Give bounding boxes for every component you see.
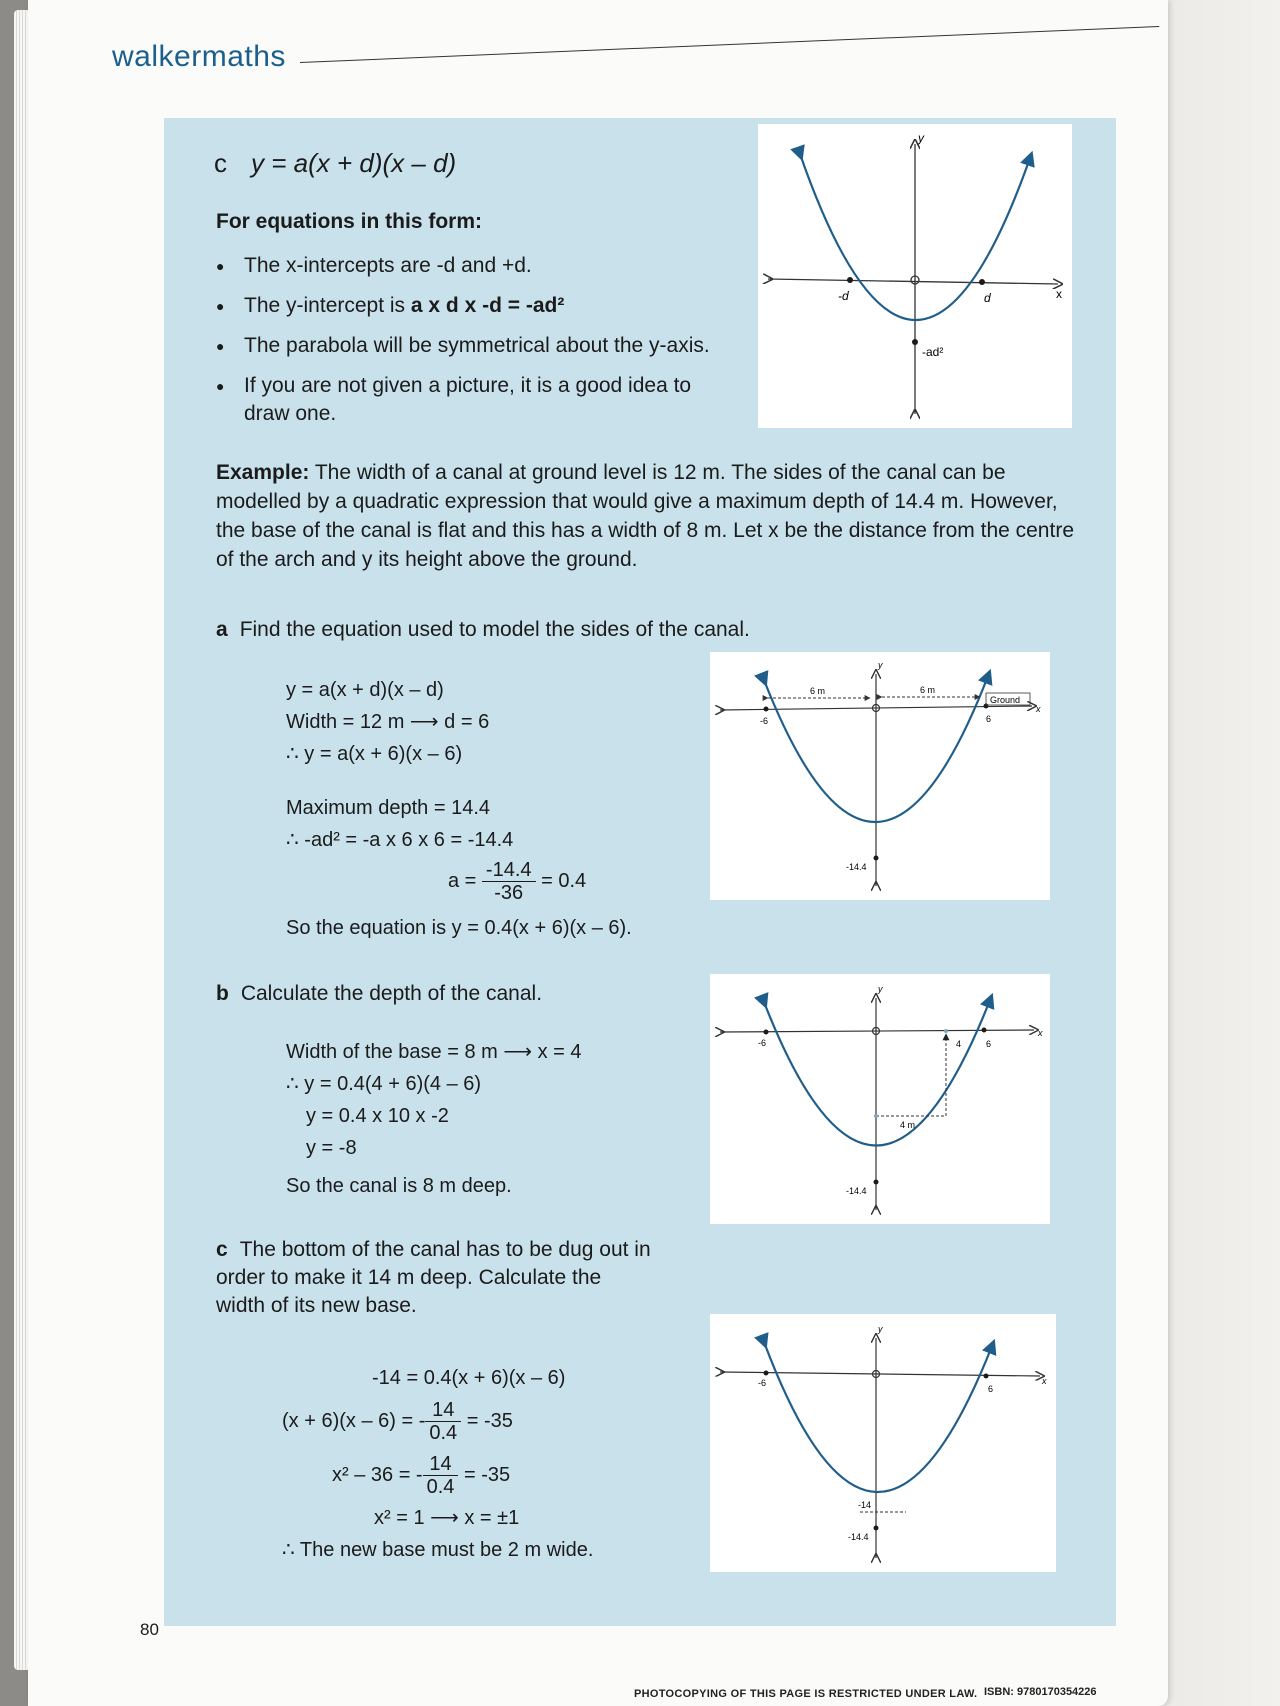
fraction-line xyxy=(282,1394,593,1448)
example-text: The width of a canal at ground level is 12 m. The sides of the canal can be modelled by a quadratic expression that would give a maximum depth of 14.4 m. However, the base of the canal is flat and this has a width of 8 m. Let x be the distance from the centre of the arch and y its height above the ground. xyxy=(216,461,1074,571)
bullet-item xyxy=(216,292,736,320)
width-left-label: 6 m xyxy=(810,686,826,696)
question-a-letter: a xyxy=(216,618,228,641)
graph-a xyxy=(710,652,1050,900)
working-line: ∴ -ad² = -a x 6 x 6 = -14.4 xyxy=(286,829,514,851)
neg-d-point xyxy=(847,277,853,283)
x-label: x xyxy=(1042,1376,1047,1386)
conclusion-a: So the equation is y = 0.4(x + 6)(x – 6). xyxy=(286,917,632,939)
depth-label: -14.4 xyxy=(846,1186,867,1196)
width-right-label: 6 m xyxy=(920,685,936,695)
question-c-text: The bottom of the canal has to be dug out in order to make it 14 m deep. Calculate the width of its new base. xyxy=(216,1238,651,1317)
vertex-point xyxy=(874,1526,879,1531)
bullet-list xyxy=(216,252,736,440)
frac-den: 0.4 xyxy=(426,1476,455,1499)
working-line: Maximum depth = 14.4 xyxy=(286,797,490,819)
example-paragraph xyxy=(216,458,1076,574)
bullet-bold-formula: a x d x -d = -ad² xyxy=(410,294,565,317)
left-point xyxy=(764,1371,769,1376)
frac-num: -14.4 xyxy=(482,859,536,882)
question-c xyxy=(216,1236,656,1320)
new-depth-label: -14 xyxy=(858,1500,872,1510)
working-line: x² = 1 ⟶ x = ±1 xyxy=(374,1507,520,1529)
fraction-line xyxy=(286,856,632,906)
page-number: 80 xyxy=(140,1620,159,1639)
question-b-text: Calculate the depth of the canal. xyxy=(240,982,543,1005)
ground-label: Ground xyxy=(990,695,1021,705)
depth-label: -14.4 xyxy=(846,862,867,872)
frac-lhs: a = xyxy=(448,870,477,892)
fraction xyxy=(482,859,536,904)
right-label: 6 xyxy=(986,714,992,724)
working-a xyxy=(286,674,632,944)
working-line: -14 = 0.4(x + 6)(x – 6) xyxy=(372,1367,566,1389)
pos-d-point xyxy=(979,279,985,285)
depth-label: -14.4 xyxy=(848,1532,869,1542)
graph-b xyxy=(710,974,1050,1224)
parabola-curve xyxy=(764,1342,992,1492)
question-a-text: Find the equation used to model the sides of the canal. xyxy=(239,618,750,641)
brand-walker: walker xyxy=(112,40,202,73)
bullet-item: ● If you are not given a picture, it is a good idea to draw one. xyxy=(216,372,736,428)
section-subhead: For equations in this form: xyxy=(216,210,482,233)
pos-d-label: d xyxy=(984,291,991,305)
working-line: y = -8 xyxy=(306,1137,357,1159)
working-line: Width of the base = 8 m ⟶ x = 4 xyxy=(286,1041,582,1063)
copyright-notice: PHOTOCOPYING OF THIS PAGE IS RESTRICTED UNDER LAW. xyxy=(634,1688,978,1700)
section-equation: y = a(x + d)(x – d) xyxy=(251,148,457,178)
bullet-item: ● The x-intercepts are -d and +d. xyxy=(216,252,736,280)
section-heading xyxy=(214,148,456,179)
question-b-letter: b xyxy=(216,982,229,1005)
fraction xyxy=(425,1399,461,1444)
left-label: -6 xyxy=(760,716,769,726)
bullet-text: The y-intercept is xyxy=(244,294,406,317)
left-point xyxy=(764,1030,769,1035)
graph-main xyxy=(758,124,1072,428)
working-c xyxy=(282,1362,593,1566)
right-label: 6 xyxy=(988,1384,994,1394)
frac-num: 14 xyxy=(423,1453,459,1476)
bullet-item: ● The parabola will be symmetrical about the y-axis. xyxy=(216,332,736,360)
vertex-point xyxy=(874,1180,879,1185)
half-base-label: 4 m xyxy=(900,1120,916,1130)
frac-den: 0.4 xyxy=(429,1422,458,1445)
working-line: y = 0.4 x 10 x -2 xyxy=(306,1105,449,1127)
fraction-line xyxy=(282,1448,593,1502)
section-letter: c xyxy=(214,148,227,178)
frac-lhs: (x + 6)(x – 6) = - xyxy=(282,1410,426,1432)
left-label: -6 xyxy=(758,1038,767,1048)
conclusion-c: ∴ The new base must be 2 m wide. xyxy=(282,1539,594,1561)
graph-c xyxy=(710,1314,1056,1572)
frac-rhs: = 0.4 xyxy=(541,870,587,892)
question-a xyxy=(216,616,750,644)
y-label: y xyxy=(878,660,883,670)
base-point xyxy=(874,1114,878,1118)
brand-maths: maths xyxy=(201,40,286,73)
fraction xyxy=(423,1453,459,1498)
parabola-curve xyxy=(764,1000,990,1146)
working-line: Width = 12 m ⟶ d = 6 xyxy=(286,711,490,733)
question-b xyxy=(216,980,542,1008)
question-c-letter: c xyxy=(216,1238,228,1261)
neg-d-label: -d xyxy=(838,289,849,303)
frac-num: 14 xyxy=(425,1399,461,1422)
x-label: x xyxy=(1036,704,1041,714)
working-b xyxy=(286,1036,581,1202)
right-point xyxy=(982,1028,987,1033)
frac-den: -36 xyxy=(494,882,524,905)
y-label: y xyxy=(878,1324,883,1334)
vertex-label: -ad² xyxy=(922,345,944,359)
working-line: ∴ y = 0.4(4 + 6)(4 – 6) xyxy=(286,1073,482,1095)
y-label: y xyxy=(918,131,924,145)
four-point xyxy=(944,1029,948,1033)
y-label: y xyxy=(878,984,883,994)
vertex-point xyxy=(912,339,918,345)
example-label: Example: xyxy=(216,461,310,484)
vertex-point xyxy=(874,856,879,861)
right-label: 6 xyxy=(986,1039,992,1049)
brand-logo xyxy=(112,40,286,74)
left-label: -6 xyxy=(758,1378,767,1388)
frac-rhs: = -35 xyxy=(463,1464,511,1486)
x-label: x xyxy=(1056,287,1062,301)
working-line: y = a(x + d)(x – d) xyxy=(286,679,444,701)
four-label: 4 xyxy=(956,1039,962,1049)
frac-rhs: = -35 xyxy=(466,1410,513,1432)
working-line: ∴ y = a(x + 6)(x – 6) xyxy=(286,743,463,765)
isbn: ISBN: 9780170354226 xyxy=(984,1686,1097,1698)
conclusion-b: So the canal is 8 m deep. xyxy=(286,1175,512,1197)
x-label: x xyxy=(1038,1028,1043,1038)
left-point xyxy=(764,707,769,712)
frac-lhs: x² – 36 = - xyxy=(332,1464,423,1486)
right-point xyxy=(984,1374,989,1379)
